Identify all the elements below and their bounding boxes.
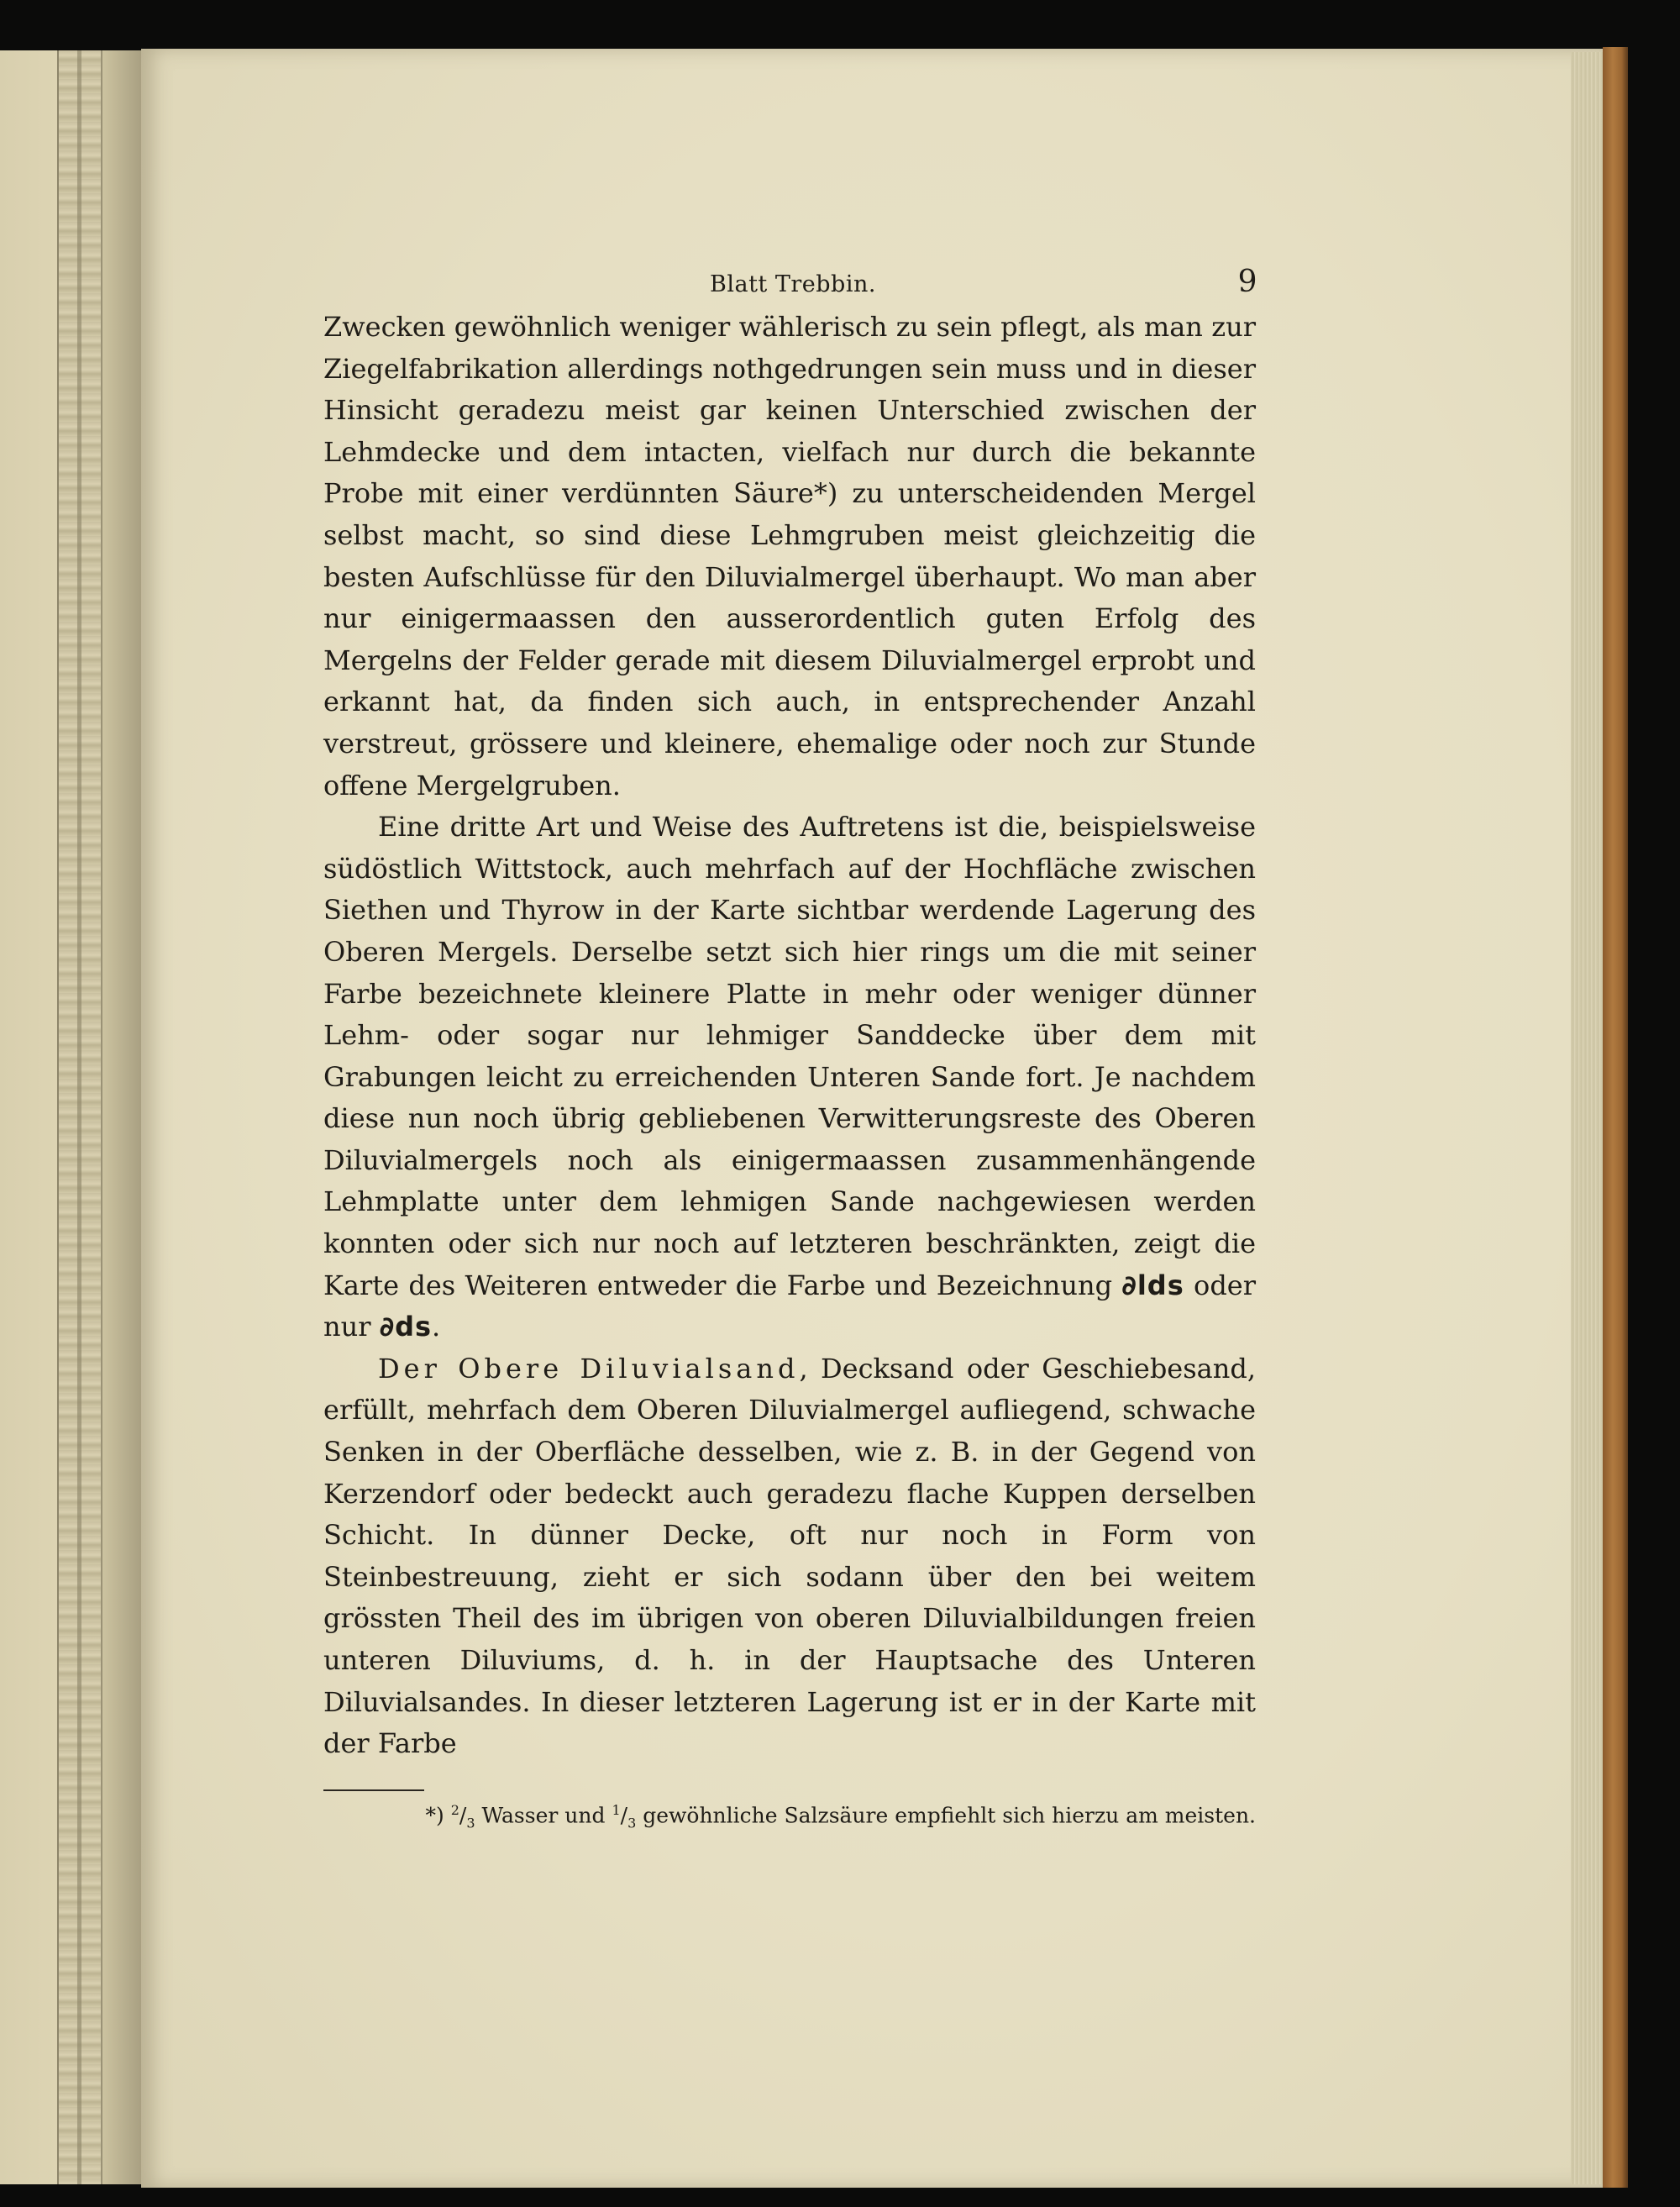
section-term: Der Obere Diluvialsand <box>378 1352 800 1385</box>
paragraph-2-mid: oder nur <box>323 1269 1257 1343</box>
footnote-marker: *) <box>425 1803 444 1828</box>
running-title: Blatt Trebbin. <box>710 271 876 297</box>
binding-thread <box>77 50 81 2184</box>
page-text-block <box>323 256 1257 1831</box>
fraction-1-numerator: 2 <box>450 1802 459 1818</box>
paragraph-2 <box>323 807 1256 1348</box>
running-head <box>323 256 1256 307</box>
paragraph-1: Zwecken gewöhnlich weniger wählerisch zu sein pflegt, als man zur Ziegelfabrikation allerdings nothgedrungen sein muss und in dieser Hinsicht geradezu meist gar keinen Unterschied zwischen der Lehmdecke und dem intacten, vielfach nur durch die bekannte Probe mit einer verdünnten Säure*) zu unterscheidenden Mergel selbst macht, so sind diese Lehmgruben meist gleichzeitig die besten Aufschlüsse für den Diluvialmergel überhaupt. Wo man aber nur einigermaassen den ausserordentlich guten Erfolg des Mergelns der Felder gerade mit diesem Diluvialmergel erprobt und erkannt hat, da finden sich auch, in entsprechender Anzahl verstreut, grössere und kleinere, ehemalige oder noch zur Stunde offene Mergelgruben. <box>323 311 1256 801</box>
map-symbol-dlds: ∂lds <box>1121 1269 1184 1301</box>
paragraph-3-text: , Decksand oder Geschiebesand, erfüllt, mehrfach dem Oberen Diluvialmergel aufliegend, schwache Senken in der Oberfläche desselben, wie z. B. in der Gegend von Kerzendorf oder bedeckt auch geradezu flache Kuppen derselben Schicht. In dünner Decke, oft nur noch in Form von Steinbestreuung, zieht er sich sodann über den bei weitem grössten Theil des im übrigen von oberen Diluvialbildungen freien unteren Diluviums, d. h. in der Hauptsache des Unteren Diluvialsandes. In dieser letzteren Lagerung ist er in der Karte mit der Farbe <box>323 1352 1256 1760</box>
footnote-part-2: gewöhnliche Salzsäure empfiehlt sich hierzu am meisten. <box>643 1803 1256 1828</box>
paragraph-2-end: . <box>432 1311 441 1343</box>
page-number: 9 <box>1237 265 1257 299</box>
map-symbol-dds: ∂ds <box>379 1311 433 1343</box>
footnote: *) $^2/_3$ Wasser und $^1/_3$ gewöhnliche Salzsäure empfiehlt sich hierzu am meisten. <box>425 1802 1256 1831</box>
footnote-part-1: Wasser und <box>481 1803 606 1828</box>
paragraph-2-text: Eine dritte Art und Weise des Auftretens ist die, beispielsweise südöstlich Wittstock, auch mehrfach auf der Hochfläche zwischen Siethen und Thyrow in der Karte sichtbar werdende Lagerung des Oberen Mergels. Derselbe setzt sich hier rings um die mit seiner Farbe bezeichnete kleinere Platte in mehr oder weniger dünner Lehm- oder sogar nur lehmiger Sanddecke über dem mit Grabungen leicht zu erreichenden Unteren Sande fort. Je nachdem diese nun noch übrig gebliebenen Verwitterungsreste des Oberen Diluvialmergels noch als einigermaassen zusammenhängende Lehmplatte unter dem lehmigen Sande nachgewiesen werden konnten oder sich nur noch auf letzteren beschränkten, zeigt die Karte des Weiteren entweder die Farbe und Bezeichnung <box>323 811 1256 1301</box>
page-stack-edge <box>1571 52 1603 2184</box>
fraction-2-numerator: 1 <box>612 1802 621 1818</box>
fraction-2-denominator: 3 <box>627 1815 637 1831</box>
footnote-rule <box>323 1789 424 1791</box>
fraction-1-denominator: 3 <box>466 1815 475 1831</box>
paragraph-3 <box>323 1348 1256 1765</box>
cover-edge <box>1603 47 1628 2188</box>
